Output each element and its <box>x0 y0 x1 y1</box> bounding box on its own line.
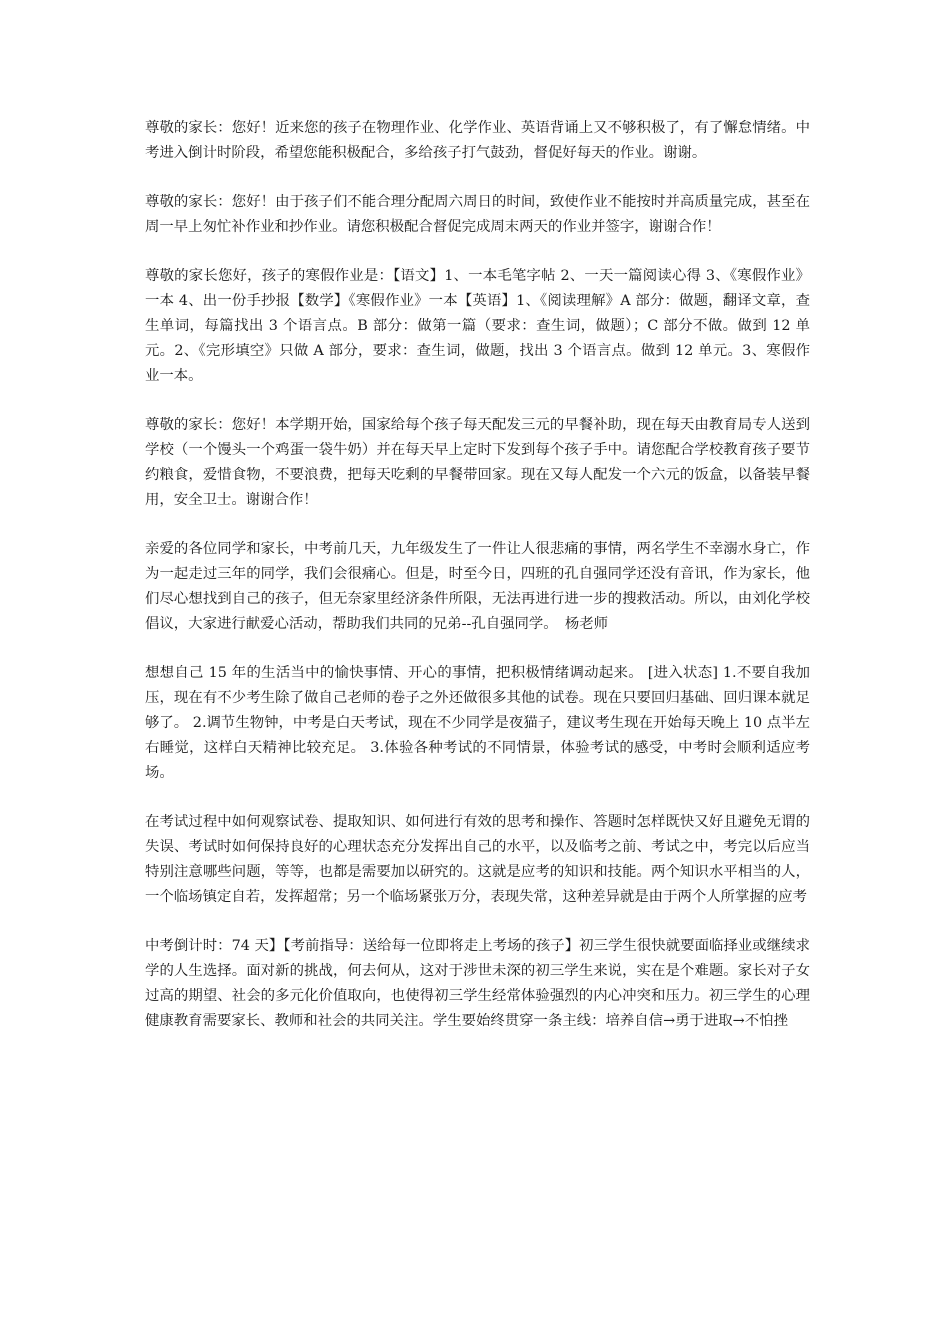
paragraph-countdown-guidance: 中考倒计时：74 天】【考前指导：送给每一位即将走上考场的孩子】初三学生很快就要面临择业或继续求学的人生选择。面对新的挑战，何去何从，这对于涉世未深的初三学生来说，实在是个难题。家长对子女过高的期望、社会的多元化价值取向，也使得初三学生经常体验强烈的内心冲突和压力。初三学生的心理健康教育需要家长、教师和社会的共同关注。学生要始终贯穿一条主线：培养自信→勇于进取→不怕挫 <box>145 938 810 1029</box>
paragraph-weekend-homework: 尊敬的家长：您好！由于孩子们不能合理分配周六周日的时间，致使作业不能按时并高质量完成，甚至在周一早上匆忙补作业和抄作业。请您积极配合督促完成周末两天的作业并签字，谢谢合作！ <box>145 194 810 235</box>
paragraph-winter-homework: 尊敬的家长您好，孩子的寒假作业是：【语文】1、一本毛笔字帖 2、一天一篇阅读心得 3、《寒假作业》一本 4、出一份手抄报【数学】《寒假作业》一本【英语】1、《阅读理解》A 部分：做题，翻译文章，查生单词，每篇找出 3 个语言点。B 部分：做第一篇（要求：查生词，做题）；C 部分不做。做到 12 单元。2、《完形填空》只做 A 部分，要求：查生词，做题，找出 3 个语言点。做到 12 单元。3、寒假作业一本。 <box>145 268 810 384</box>
paragraph-homework-notice: 尊敬的家长：您好！近来您的孩子在物理作业、化学作业、英语背诵上又不够积极了，有了懈怠情绪。中考进入倒计时阶段，希望您能积极配合，多给孩子打气鼓劲，督促好每天的作业。谢谢。 <box>145 120 810 161</box>
paragraph-exam-preparation: 想想自己 15 年的生活当中的愉快事情、开心的事情，把积极情绪调动起来。 [进入状态] 1.不要自我加压，现在有不少考生除了做自己老师的卷子之外还做很多其他的试卷。现在只要回归基础、回归课本就足够了。 2.调节生物钟，中考是白天考试，现在不少同学是夜猫子，建议考生现在开始每天晚上 10 点半左右睡觉，这样白天精神比较充足。 3.体验各种考试的不同情景，体验考试的感受，中考时会顺利适应考场。 <box>145 665 810 781</box>
paragraph-donation-appeal: 亲爱的各位同学和家长，中考前几天，九年级发生了一件让人很悲痛的事情，两名学生不幸溺水身亡，作为一起走过三年的同学，我们会很痛心。但是，时至今日，四班的孔自强同学还没有音讯，作为家长，他们尽心想找到自己的孩子，但无奈家里经济条件所限，无法再进行进一步的搜救活动。所以，由刘化学校倡议，大家进行献爱心活动，帮助我们共同的兄弟--孔自强同学。 杨老师 <box>145 541 810 632</box>
document-body <box>145 116 810 1058</box>
paragraph-exam-skills: 在考试过程中如何观察试卷、提取知识、如何进行有效的思考和操作、答题时怎样既快又好且避免无谓的失误、考试时如何保持良好的心理状态充分发挥出自己的水平，以及临考之前、考试之中，考完以后应当特别注意哪些问题，等等，也都是需要加以研究的。这就是应考的知识和技能。两个知识水平相当的人，一个临场镇定自若，发挥超常；另一个临场紧张万分，表现失常，这种差异就是由于两个人所掌握的应考 <box>145 814 810 905</box>
paragraph-breakfast-subsidy: 尊敬的家长：您好！本学期开始，国家给每个孩子每天配发三元的早餐补助，现在每天由教育局专人送到学校（一个馒头一个鸡蛋一袋牛奶）并在每天早上定时下发到每个孩子手中。请您配合学校教育孩子要节约粮食，爱惜食物，不要浪费，把每天吃剩的早餐带回家。现在又每人配发一个六元的饭盒，以备装早餐用，安全卫士。谢谢合作！ <box>145 417 810 508</box>
